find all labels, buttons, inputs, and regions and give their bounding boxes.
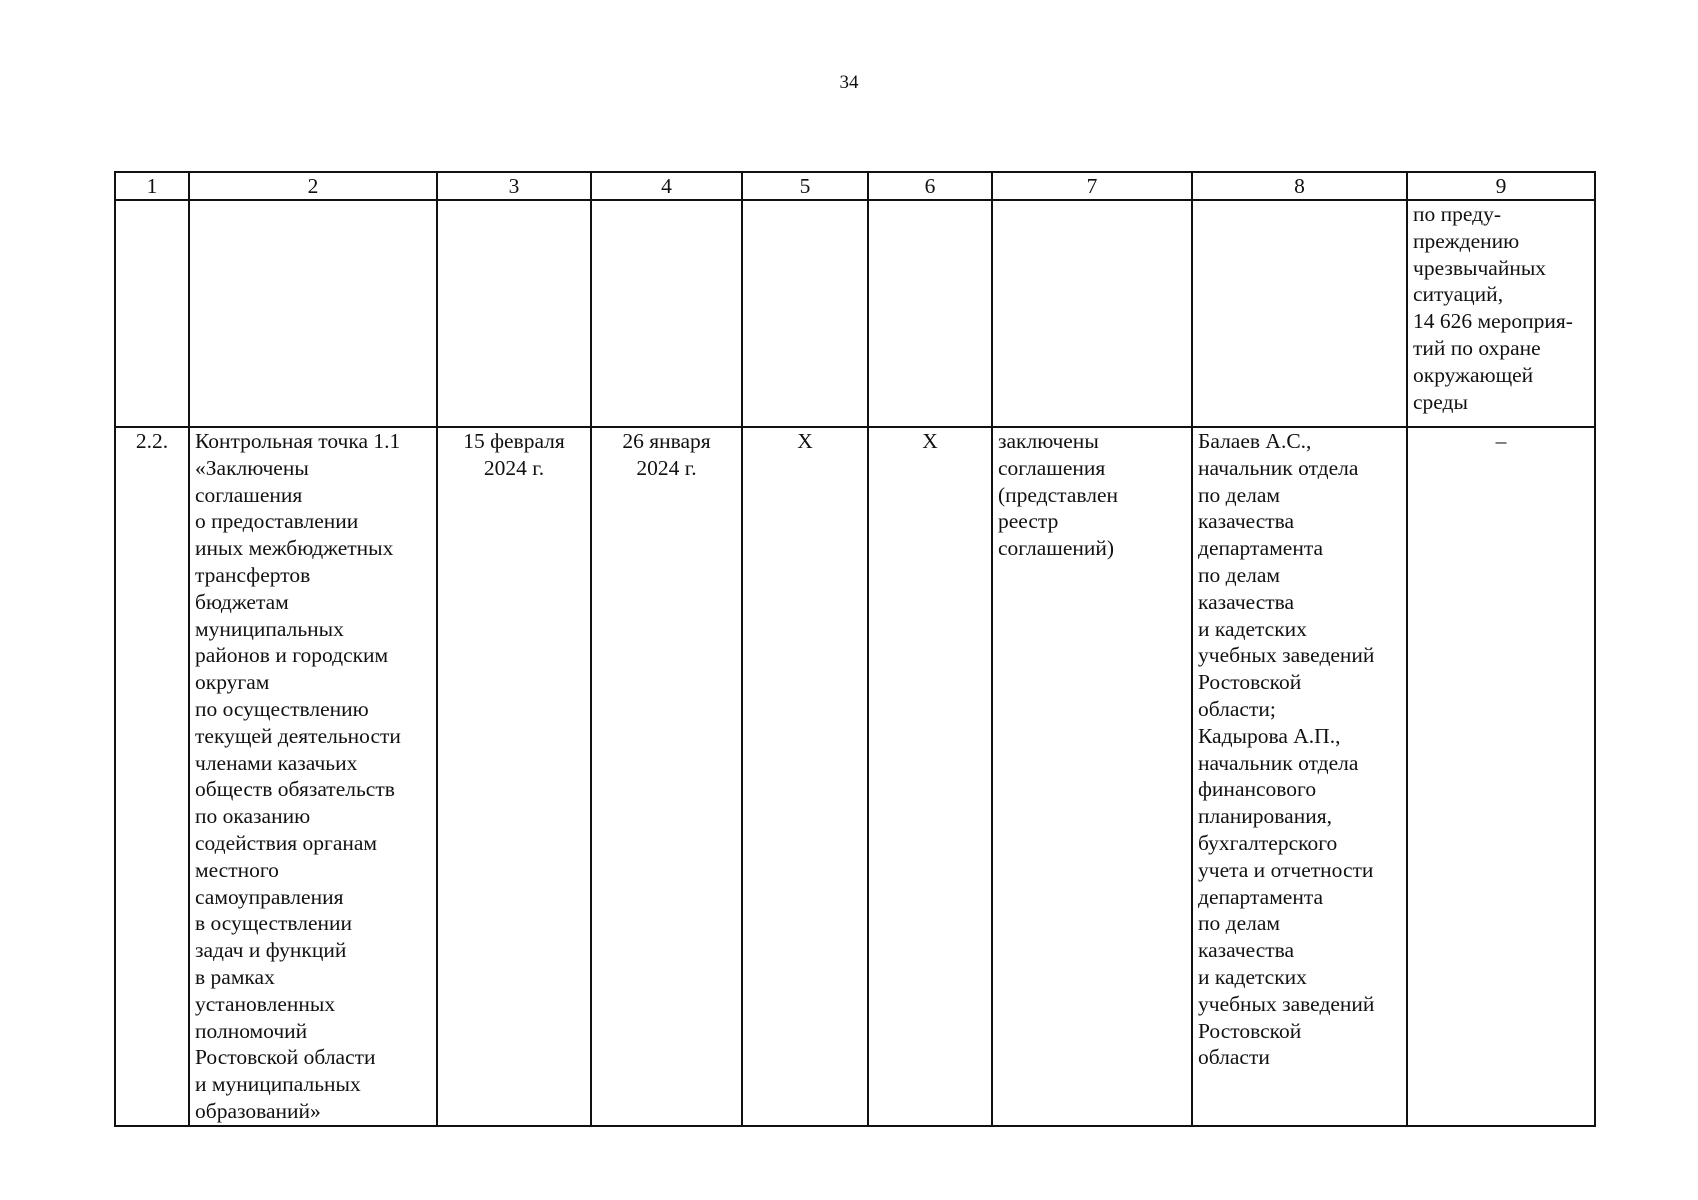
text-line: районов и городским [195, 643, 389, 668]
row-number-cell: 2.2. [115, 427, 189, 1126]
text-line: реестр [998, 509, 1059, 534]
text-line: учета и отчетности [1198, 857, 1374, 882]
text-line: среды [1413, 389, 1468, 414]
text-line: (представлен [998, 482, 1119, 507]
table-cell [115, 200, 189, 427]
text-line: бюджетам [195, 589, 289, 614]
table-cell [868, 200, 992, 427]
text-line: по преду- [1413, 202, 1501, 226]
text-line: в рамках [195, 964, 275, 989]
measures-cell: – [1407, 427, 1595, 1126]
text-line: образований» [195, 1098, 321, 1123]
text-line: 2024 г. [483, 455, 545, 480]
table-cell [1192, 200, 1407, 427]
text-line: Ростовской [1198, 670, 1302, 695]
text-line: обществ обязательств [195, 777, 395, 802]
control-point-name-cell [189, 427, 437, 1126]
text-line: Кадырова А.П., [1198, 723, 1341, 748]
text-line: финансового [1198, 777, 1317, 802]
text-line: по делам [1198, 911, 1280, 936]
text-line: членами казачьих [195, 750, 358, 775]
table-header-row [115, 172, 1595, 200]
table-cell [742, 200, 868, 427]
text-line: и муниципальных [195, 1072, 361, 1097]
text-line: заключены [998, 429, 1099, 453]
text-line: и кадетских [1198, 616, 1307, 641]
text-line: задач и функций [195, 938, 347, 963]
text-line: содействия органам [195, 830, 378, 855]
header-cell: 9 [1407, 172, 1595, 200]
text-line: округам [195, 670, 270, 695]
text-line: чрезвычайных [1413, 255, 1547, 280]
text-line: 2024 г. [636, 455, 697, 480]
text-line: области [1198, 1045, 1270, 1070]
text-line: ситуаций, [1413, 282, 1504, 307]
control-points-table [114, 171, 1596, 1127]
text-line: преждению [1413, 228, 1520, 253]
text-line: области; [1198, 696, 1276, 721]
text-line: трансфертов [195, 562, 311, 587]
text-line: по делам [1198, 482, 1280, 507]
header-cell: 7 [992, 172, 1192, 200]
text-line: Ростовской [1198, 1018, 1302, 1043]
text-line: бухгалтерского [1198, 830, 1338, 855]
table-cell [591, 200, 742, 427]
text-line: муниципальных [195, 616, 344, 641]
text-line: Ростовской области [195, 1045, 376, 1070]
text-line: о предоставлении [195, 509, 359, 534]
header-cell: 6 [868, 172, 992, 200]
text-line: Контрольная точка 1.1 [195, 429, 401, 453]
text-line: 15 февраля [463, 429, 565, 453]
text-line: соглашения [998, 455, 1106, 480]
text-line: соглашений) [998, 536, 1115, 561]
text-line: 14 626 мероприя- [1413, 309, 1573, 334]
text-line: тий по охране [1413, 335, 1541, 360]
text-line: местного [195, 857, 279, 882]
responsible-cell [1192, 427, 1407, 1126]
table-row [115, 427, 1595, 1126]
measures-cell [1407, 200, 1595, 427]
table-row [115, 200, 1595, 427]
text-line: начальник отдела [1198, 750, 1359, 775]
text-line: учебных заведений [1198, 643, 1375, 668]
header-cell: 2 [189, 172, 437, 200]
text-line: планирования, [1198, 804, 1332, 829]
table-cell [992, 200, 1192, 427]
text-line: казачества [1198, 938, 1295, 963]
table-cell [437, 200, 591, 427]
page-number: 34 [839, 72, 859, 93]
plan-date-cell [437, 427, 591, 1126]
text-line: иных межбюджетных [195, 536, 394, 561]
header-cell: 1 [115, 172, 189, 200]
header-cell: 4 [591, 172, 742, 200]
table-cell [189, 200, 437, 427]
col6-cell: X [868, 427, 992, 1126]
text-line: казачества [1198, 589, 1295, 614]
text-line: Балаев А.С., [1198, 429, 1312, 453]
text-line: полномочий [195, 1018, 308, 1043]
text-line: казачества [1198, 509, 1295, 534]
text-line: департамента [1198, 536, 1324, 561]
text-line: по оказанию [195, 804, 311, 829]
header-cell: 5 [742, 172, 868, 200]
fact-date-cell [591, 427, 742, 1126]
text-line: департамента [1198, 884, 1324, 909]
text-line: «Заключены [195, 455, 309, 480]
text-line: соглашения [195, 482, 303, 507]
text-line: 26 января [622, 429, 711, 453]
header-cell: 3 [437, 172, 591, 200]
text-line: окружающей [1413, 362, 1534, 387]
text-line: и кадетских [1198, 964, 1307, 989]
text-line: по делам [1198, 562, 1280, 587]
header-cell: 8 [1192, 172, 1407, 200]
text-line: начальник отдела [1198, 455, 1359, 480]
col5-cell: X [742, 427, 868, 1126]
text-line: текущей деятельности [195, 723, 401, 748]
text-line: в осуществлении [195, 911, 353, 936]
text-line: самоуправления [195, 884, 344, 909]
result-cell [992, 427, 1192, 1126]
text-line: установленных [195, 991, 336, 1016]
text-line: по осуществлению [195, 696, 369, 721]
text-line: учебных заведений [1198, 991, 1375, 1016]
